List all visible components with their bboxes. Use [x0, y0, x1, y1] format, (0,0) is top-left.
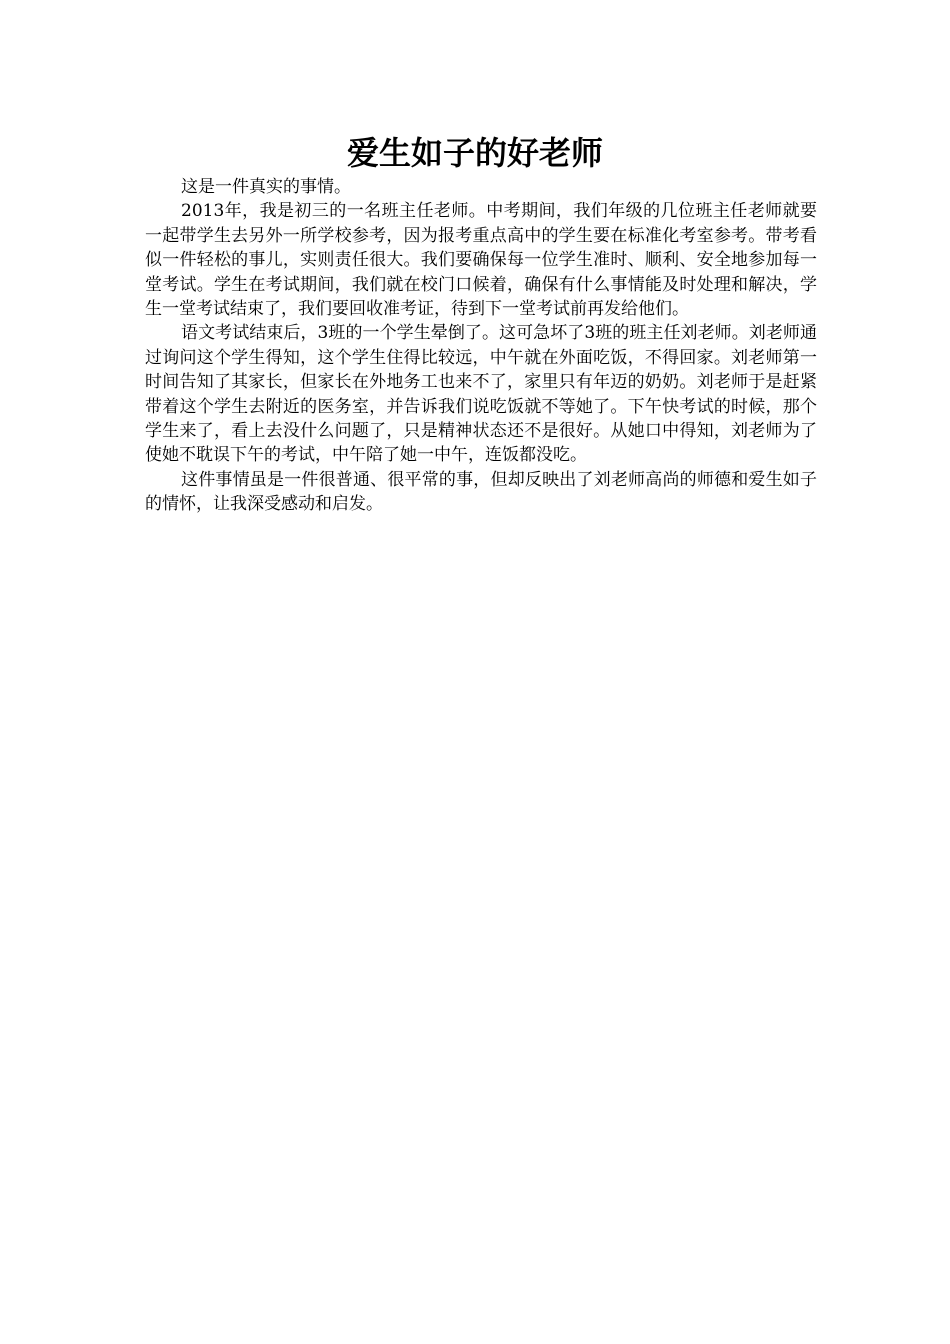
- paragraph-background: 2013年，我是初三的一名班主任老师。中考期间，我们年级的几位班主任老师就要一起带学生去另外一所学校参考，因为报考重点高中的学生要在标准化考室参考。带考看似一件轻松的事儿，实则责任很大。我们要确保每一位学生准时、顺利、安全地参加每一堂考试。学生在考试期间，我们就在校门口候着，确保有什么事情能及时处理和解决，学生一堂考试结束了，我们要回收准考证，待到下一堂考试前再发给他们。: [145, 201, 817, 320]
- document-title: 爱生如子的好老师: [346, 134, 603, 172]
- paragraph-conclusion: 这件事情虽是一件很普通、很平常的事，但却反映出了刘老师高尚的师德和爱生如子的情怀，让我深受感动和启发。: [145, 469, 817, 515]
- paragraph-intro: 这是一件真实的事情。: [181, 177, 351, 197]
- document-body: [145, 175, 817, 517]
- paragraph-incident: 语文考试结束后，3班的一个学生晕倒了。这可急坏了3班的班主任刘老师。刘老师通过询问这个学生得知，这个学生住得比较远，中午就在外面吃饭，不得回家。刘老师第一时间告知了其家长，但家长在外地务工也来不了，家里只有年迈的奶奶。刘老师于是赶紧带着这个学生去附近的医务室，并告诉我们说吃饭就不等她了。下午快考试的时候，那个学生来了，看上去没什么问题了，只是精神状态还不是很好。从她口中得知，刘老师为了使她不耽误下午的考试，中午陪了她一中午，连饭都没吃。: [145, 323, 817, 466]
